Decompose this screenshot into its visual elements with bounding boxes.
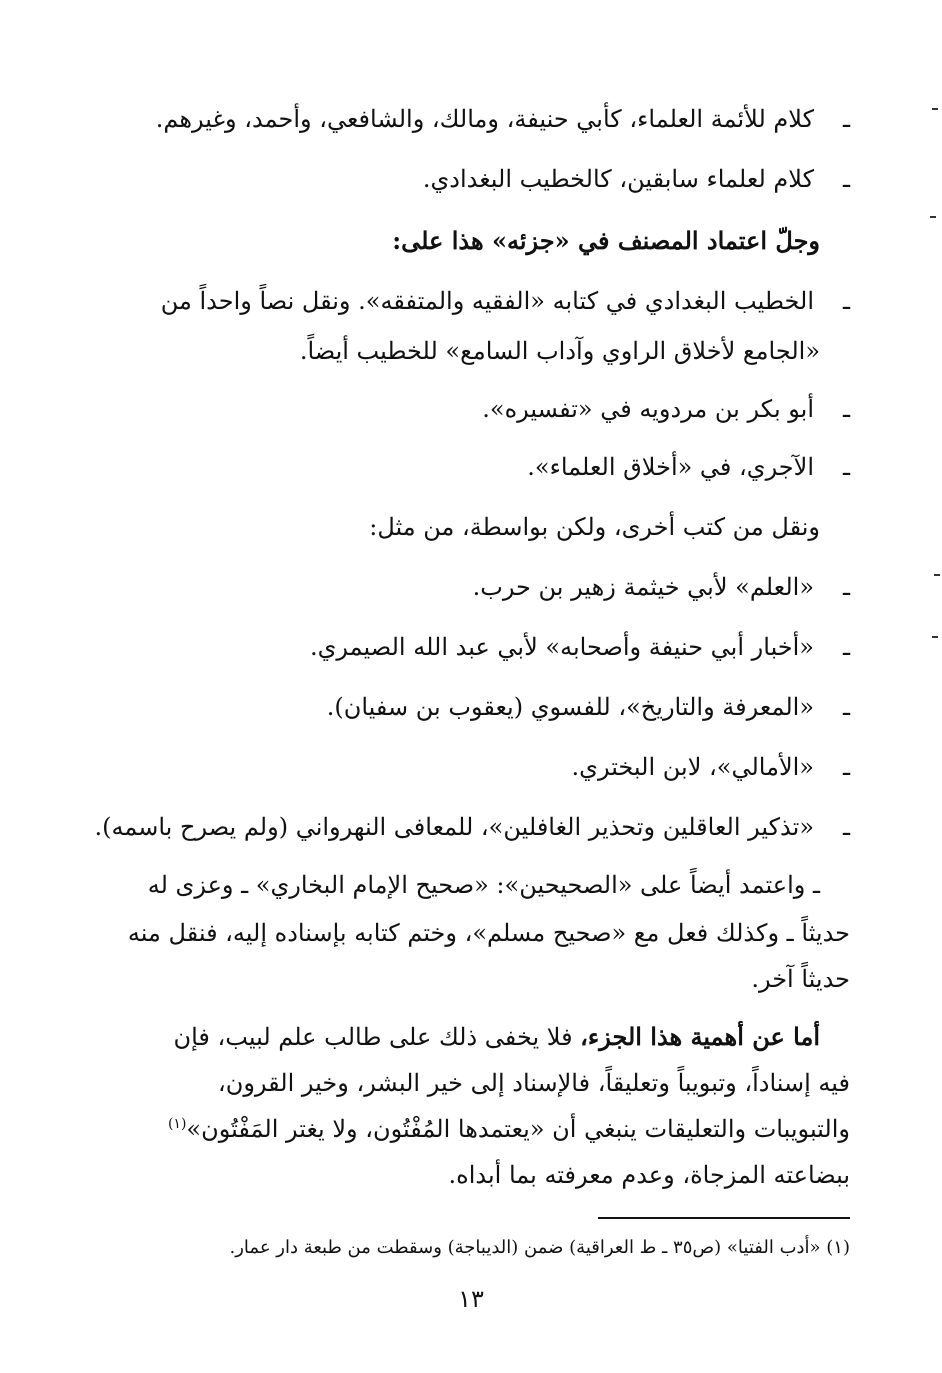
bullet-dash: ـ xyxy=(842,813,850,841)
line-text: «العلم» لأبي خيثمة زهير بن حرب. xyxy=(472,573,814,601)
paragraph-line: ببضاعته المزجاة، وعدم معرفته بما أبداه. xyxy=(448,1161,850,1189)
margin-mark xyxy=(930,216,936,218)
bullet-dash: ـ xyxy=(842,693,850,721)
bullet-line xyxy=(100,632,850,662)
line-text: الآجري، في «أخلاق العلماء». xyxy=(527,453,814,481)
bullet-line xyxy=(94,812,850,842)
margin-mark xyxy=(932,108,938,110)
line-text: كلام للأئمة العلماء، كأبي حنيفة، ومالك، والشافعي، وأحمد، وغيرهم. xyxy=(155,105,814,133)
line-text: «المعرفة والتاريخ»، للفسوي (يعقوب بن سفيان). xyxy=(326,693,814,721)
bullet-line xyxy=(100,752,850,782)
paragraph-line: ونقل من كتب أخرى، ولكن بواسطة، من مثل: xyxy=(369,513,820,541)
bullet-dash: ـ xyxy=(842,453,850,481)
line-text: «الأمالي»، لابن البختري. xyxy=(571,753,814,781)
bullet-dash: ـ xyxy=(842,165,850,193)
bullet-line xyxy=(100,394,850,424)
line-text: «أخبار أبي حنيفة وأصحابه» لأبي عبد الله الصيمري. xyxy=(310,633,814,661)
line-text: الخطيب البغدادي في كتابه «الفقيه والمتفقه». ونقل نصاً واحداً من xyxy=(160,287,814,315)
margin-mark xyxy=(932,636,938,638)
line-text: «تذكير العاقلين وتحذير الغافلين»، للمعافى النهرواني (ولم يصرح باسمه). xyxy=(94,813,814,841)
bullet-line xyxy=(100,164,850,194)
line-text: أبو بكر بن مردويه في «تفسيره». xyxy=(482,395,814,423)
footnote-ref: (١) xyxy=(167,1116,187,1132)
paragraph-line xyxy=(70,1022,820,1052)
bullet-line xyxy=(100,104,850,134)
section-heading: وجلّ اعتماد المصنف في «جزئه» هذا على: xyxy=(392,226,820,255)
paragraph-line xyxy=(100,1114,850,1144)
paragraph-line: فيه إسناداً، وتبويباً وتعليقاً، فالإسناد إلى خير البشر، وخير القرون، xyxy=(217,1069,850,1097)
bullet-dash: ـ xyxy=(842,573,850,601)
footnote: (١) «أدب الفتيا» (ص٣٥ ـ ط العراقية) ضمن (الديباجة) وسقطت من طبعة دار عمار. xyxy=(229,1237,850,1258)
footnote-divider xyxy=(598,1217,850,1219)
bullet-line xyxy=(100,452,850,482)
bullet-line xyxy=(100,286,850,316)
bullet-dash: ـ xyxy=(842,287,850,315)
continuation-line: «الجامع لأخلاق الراوي وآداب السامع» للخطيب أيضاً. xyxy=(299,337,820,365)
line-text: كلام لعلماء سابقين، كالخطيب البغدادي. xyxy=(422,165,814,193)
bullet-line xyxy=(100,692,850,722)
bullet-dash: ـ xyxy=(842,753,850,781)
paragraph-line: حديثاً ـ وكذلك فعل مع «صحيح مسلم»، وختم كتابه بإسناده إليه، فنقل منه xyxy=(127,919,850,947)
line-text: فلا يخفى ذلك على طالب علم لبيب، فإن xyxy=(173,1023,581,1051)
bullet-line xyxy=(100,572,850,602)
line-text: والتبويبات والتعليقات ينبغي أن «يعتمدها المُفْتُون، ولا يغتر المَفْتُون» xyxy=(186,1115,850,1143)
page-number: ١٣ xyxy=(458,1285,484,1313)
bullet-dash: ـ xyxy=(842,633,850,661)
paragraph-line: ـ واعتمد أيضاً على «الصحيحين»: «صحيح الإمام البخاري» ـ وعزى له xyxy=(147,871,820,899)
margin-mark xyxy=(934,574,940,576)
bullet-dash: ـ xyxy=(842,395,850,423)
emphasis-text: أما عن أهمية هذا الجزء، xyxy=(580,1022,820,1051)
paragraph-line: حديثاً آخر. xyxy=(751,965,850,993)
bullet-dash: ـ xyxy=(842,105,850,133)
